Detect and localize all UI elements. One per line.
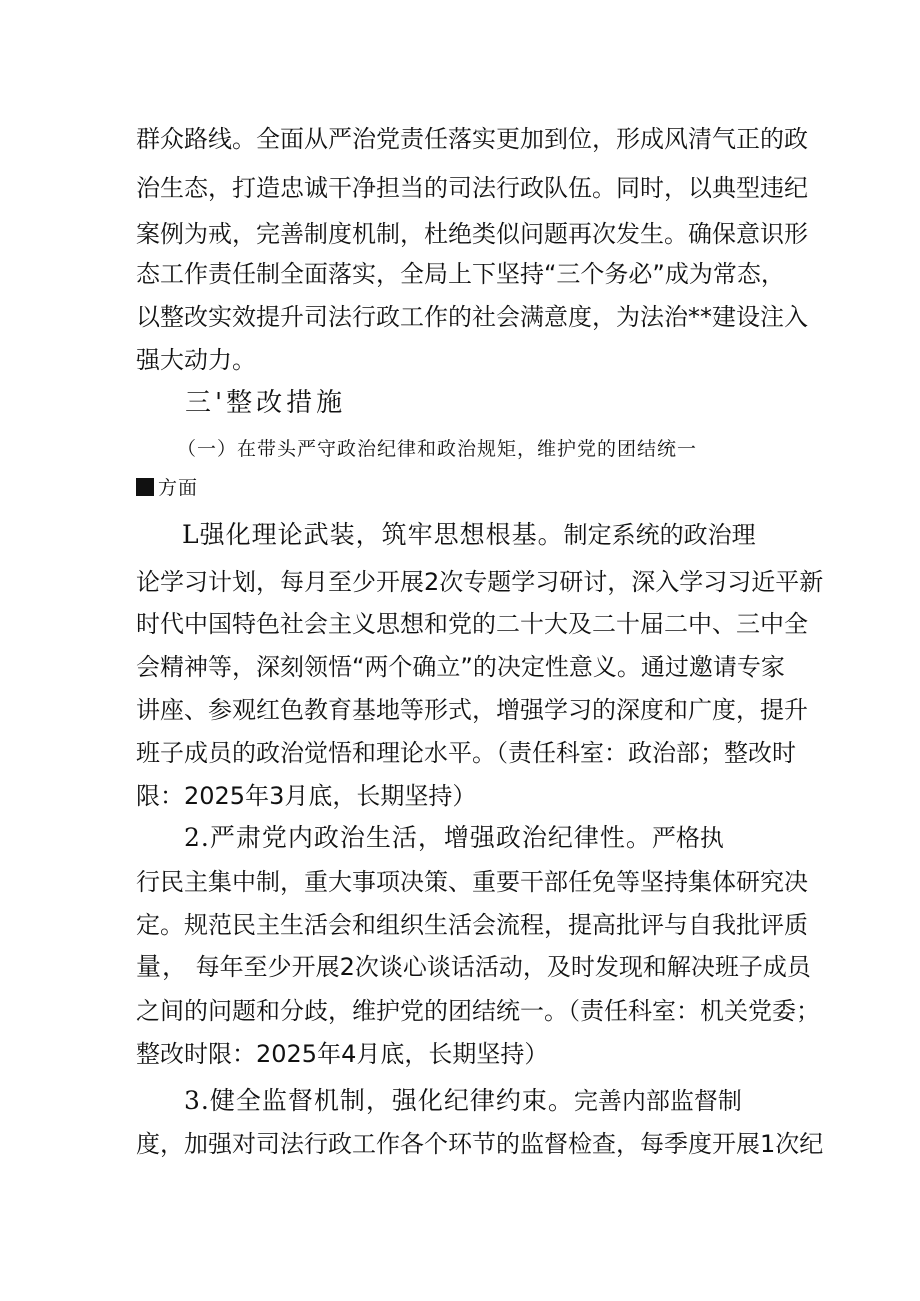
body-text-line: 量， 每年至少开展2次谈心谈话活动，及时发现和解决班子成员 [136,952,811,981]
body-text-line: 限：2025年3月底，长期坚持） [136,782,477,810]
black-square-mark [136,478,154,496]
body-text-line: 以整改实效提升司法行政工作的社会满意度，为法治**建设注入 [136,303,808,331]
item3-title: 3.健全监督机制，强化纪律约束。 [184,1086,574,1115]
body-text-line: 治生态，打造忠诚干净担当的司法行政队伍。同时，以典型违纪 [136,174,808,202]
body-text-line: 强大动力。 [136,346,256,374]
item1-first-line [182,515,756,551]
subsection-heading-cont: 方面 [136,473,198,500]
section-heading: 三'整改措施 [185,388,347,418]
item3-first-line [184,1081,742,1117]
body-text-line: 度，加强对司法行政工作各个环节的监督检查，每季度开展1次纪 [136,1130,824,1158]
body-text-line: 讲座、参观红色教育基地等形式，增强学习的深度和广度，提升 [136,696,808,724]
body-text-line: 之间的问题和分歧，维护党的团结统一。（责任科室：机关党委； [136,997,820,1025]
body-text-line: 态工作责任制全面落实，全局上下坚持“三个务必”成为常态， [136,260,785,288]
body-text-line: 群众路线。全面从严治党责任落实更加到位，形成风清气正的政 [136,125,808,153]
body-text-line: 整改时限：2025年4月底，长期坚持） [136,1040,549,1068]
body-text-line: 定。规范民主生活会和组织生活会流程，提高批评与自我批评质 [136,911,808,939]
item1-title: L强化理论武装，筑牢思想根基。 [182,520,564,549]
item2-first-line [184,818,724,854]
body-text-line: 时代中国特色社会主义思想和党的二十大及二十届二中、三中全 [136,610,808,638]
body-text-line: 论学习计划，每月至少开展2次专题学习研讨，深入学习习近平新 [136,568,824,596]
subsection-heading: （一）在带头严守政治纪律和政治规矩，维护党的团结统一 [177,438,698,460]
item3-text: 完善内部监督制 [573,1087,742,1115]
item1-text: 制定系统的政治理 [563,521,756,549]
item2-title: 2.严肃党内政治生活，增强政治纪律性。 [184,823,652,852]
item2-text: 严格执 [651,824,724,852]
body-text-line: 会精神等，深刻领悟“两个确立”的决定性意义。通过邀请专家 [136,653,785,681]
body-text-line: 行民主集中制，重大事项决策、重要干部任免等坚持集体研究决 [136,868,808,896]
body-text-line: 班子成员的政治觉悟和理论水平。（责任科室：政治部；整改时 [136,739,796,767]
body-text-line: 案例为戒，完善制度机制，杜绝类似问题再次发生。确保意识形 [136,220,808,248]
